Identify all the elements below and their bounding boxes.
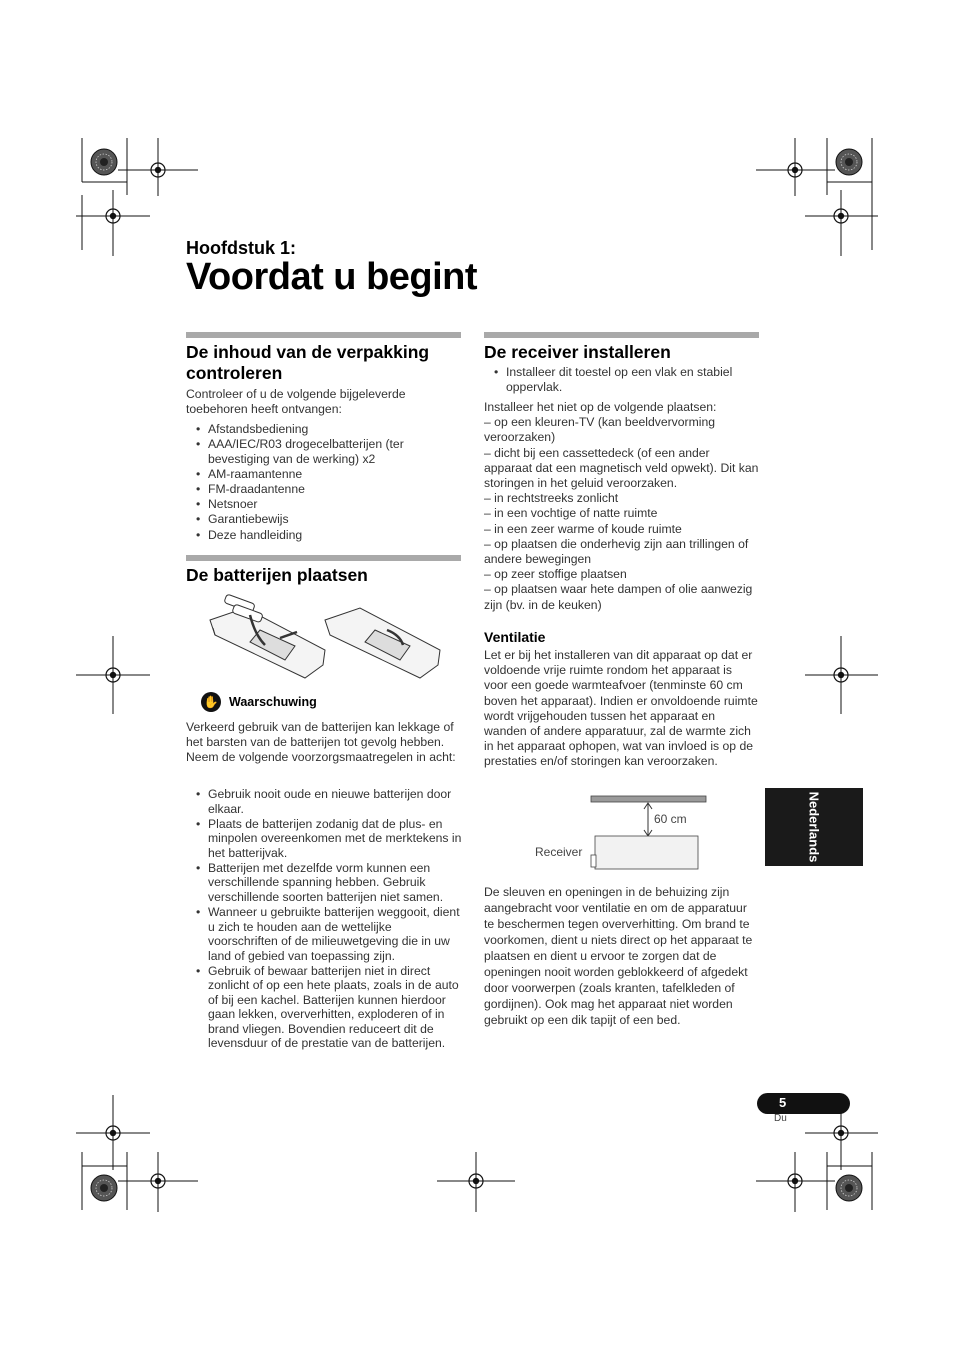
language-code: Du [774, 1113, 787, 1124]
section-divider [186, 555, 461, 561]
ventilation-heading: Ventilatie [484, 629, 546, 645]
heading-line: De inhoud van de verpakking [186, 342, 430, 362]
list-item: • Plaats de batterijen zodanig dat de plus- en minpolen overeenkomen met de merktekens in het batterijvak. [186, 817, 462, 861]
list-item: • AM-raamantenne [186, 467, 446, 482]
page-number-badge [757, 1093, 850, 1114]
language-tab-label: Nederlands [806, 791, 822, 863]
list-item: • Afstandsbediening [186, 422, 446, 437]
section-heading-contents [186, 342, 461, 384]
list-item: • FM-draadantenne [186, 482, 446, 497]
diagram-distance-label: 60 cm [654, 812, 687, 826]
page-number: 5 [779, 1095, 787, 1110]
warning-hand-icon: ✋ [201, 692, 221, 712]
page-title: Voordat u begint [186, 256, 478, 298]
heading-line: controleren [186, 363, 283, 383]
list-item: • Garantiebewijs [186, 512, 446, 527]
contents-intro: Controleer of u de volgende bijgeleverde toebehoren heeft ontvangen: [186, 387, 406, 417]
warning-text: Verkeerd gebruik van de batterijen kan lekkage of het barsten van de batterijen tot gevolg hebben. Neem de volgende voorzorgsmaatregelen in acht: [186, 720, 456, 765]
list-item: • Wanneer u gebruikte batterijen weggooit, dient u zich te houden aan de wettelijke voorschriften of de milieuwetgeving die in uw land of gebied van toepassing zijn. [186, 905, 462, 963]
warning-label: Waarschuwing [229, 695, 317, 709]
section-heading-batteries: De batterijen plaatsen [186, 565, 368, 585]
section-heading-install: De receiver installeren [484, 342, 671, 362]
battery-precautions-list [186, 787, 462, 1051]
list-item: • Batterijen met dezelfde vorm kunnen een verschillende spanning hebben. Gebruik verschillende soorten batterijen niet samen. [186, 861, 462, 905]
list-item: • Installeer dit toestel op een vlak en stabiel oppervlak. [484, 365, 759, 394]
section-divider [186, 332, 461, 338]
chapter-label: Hoofdstuk 1: [186, 238, 296, 258]
list-item: • Netsnoer [186, 497, 446, 512]
ventilation-diagram [585, 793, 715, 873]
section-divider [484, 332, 759, 338]
install-list [484, 365, 759, 395]
battery-illustration [205, 590, 445, 690]
ventilation-text-2: De sleuven en openingen in de behuizing zijn aangebracht voor ventilatie en om de apparatuur te beschermen tegen oververhitting. Om brand te voorkomen, dient u niets direct op het apparaat te plaatsen en dient u ervoor te zorgen dat de openingen nooit worden geblokkeerd of afgedekt door voorwerpen (zoals kranten, tafelkleden of gordijnen). Ook mag het apparaat niet worden gebruikt op een dik tapijt of een bed. [484, 885, 753, 1027]
diagram-receiver-label: Receiver [535, 845, 583, 859]
list-item: • Deze handleiding [186, 528, 446, 543]
contents-list [186, 422, 446, 543]
list-item: • Gebruik nooit oude en nieuwe batterijen door elkaar. [186, 787, 462, 816]
ventilation-text: Let er bij het installeren van dit apparaat op dat er voldoende vrije ruimte rondom het apparaat is voor een goede warmteafvoer (tenminste 60 cm boven het apparaat). Indien er onvoldoende ruimte wordt vrijgehouden tussen het apparaat en wanden of andere apparatuur, zal de warmte zich in het apparaat ophopen, wat van invloed is op de prestaties en/of storingen kan veroorzaken. [484, 648, 758, 769]
list-item: • AAA/IEC/R03 drogecelbatterijen (ter bevestiging van de werking) x2 [186, 437, 446, 466]
install-avoid-text: Installeer het niet op de volgende plaatsen: – op een kleuren-TV (kan beeldvervorming veroorzaken) – dicht bij een cassettedeck (of een ander apparaat dat een magnetisch veld opwekt). Dit kan storingen in het geluid veroorzaken. – in rechtstreeks zonlicht – in een vochtige of natte ruimte – in een zeer warme of koude ruimte – op plaatsen die onderhevig zijn aan trillingen of andere bewegingen – op zeer stoffige plaatsen – op plaatsen waar hete dampen of olie aanwezig zijn (bv. in de keuken) [484, 400, 759, 612]
language-tab [765, 788, 863, 866]
list-item: • Gebruik of bewaar batterijen niet in direct zonlicht of op een hete plaats, zoals in de auto of bij een kachel. Batterijen kunnen hierdoor gaan lekken, oververhitten, exploderen of in brand vliegen. Bovendien reduceert dit de levensduur of de prestatie van de batterijen. [186, 964, 462, 1051]
